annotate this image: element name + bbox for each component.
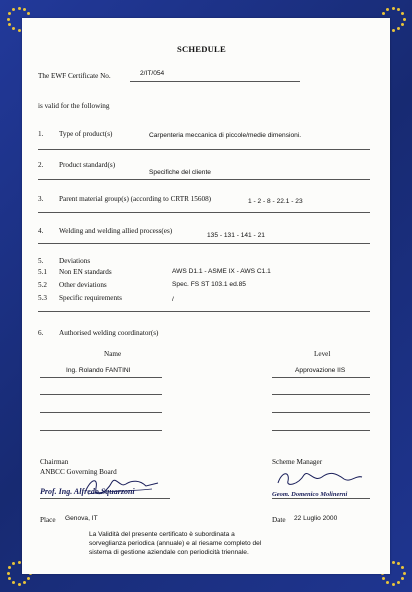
place-value: Genova, IT [65, 515, 98, 522]
deviations-num: 5. [38, 257, 44, 265]
deviation-5-2-value: Spec. FS ST 103.1 ed.85 [172, 281, 246, 288]
deviation-5-3-value: / [172, 296, 174, 303]
item-3-label: Parent material group(s) (according to CRTR 15608) [59, 195, 212, 203]
valid-for-text: is valid for the following [38, 102, 110, 110]
deviation-5-1-num: 5.1 [38, 268, 47, 276]
item-4-label: Welding and welding allied process(es) [59, 227, 173, 235]
level-header: Level [314, 350, 331, 358]
date-value: 22 Luglio 2000 [294, 515, 338, 522]
item-4-value: 135 - 131 - 141 - 21 [207, 232, 265, 239]
chairman-board: ANBCC Governing Board [40, 468, 117, 476]
date-label: Date [272, 516, 286, 524]
item-2-value: Specifiche del cliente [149, 169, 211, 176]
item-3-value: 1 - 2 - 8 - 22.1 - 23 [248, 198, 303, 205]
name-header: Name [104, 350, 122, 358]
deviation-5-2-label: Other deviations [59, 281, 107, 289]
item-2-num: 2. [38, 161, 44, 169]
deviations-label: Deviations [59, 257, 91, 265]
chairman-title: Chairman [40, 458, 69, 466]
certificate-paper [22, 18, 390, 574]
manager-signature-icon [274, 469, 364, 489]
footer-note-line-1: La Validità del presente certificato è subordinata a [89, 531, 235, 538]
footer-note-line-2: sorveglianza periodica (annuale) e al riesame completo del [89, 540, 262, 547]
coordinator-label: Authorised welding coordinator(s) [59, 329, 159, 337]
item-1-value: Carpenteria meccanica di piccole/medie dimensioni. [149, 132, 302, 139]
deviation-5-3-label: Specific requirements [59, 294, 122, 302]
coordinator-level: Approvazione IIS [295, 367, 346, 374]
item-4-num: 4. [38, 227, 44, 235]
coordinator-num: 6. [38, 329, 44, 337]
coordinator-name: Ing. Rolando FANTINI [66, 367, 131, 374]
item-1-label: Type of product(s) [59, 130, 113, 138]
deviation-5-1-value: AWS D1.1 - ASME IX - AWS C1.1 [172, 268, 271, 275]
manager-printed-name: Geom. Domenico Molinerni [272, 491, 348, 498]
document-title: SCHEDULE [177, 44, 226, 54]
item-1-num: 1. [38, 130, 44, 138]
deviation-5-1-label: Non EN standards [59, 268, 112, 276]
footer-note-line-3: sistema di gestione aziendale con periodicità triennale. [89, 549, 249, 556]
cert-label: The EWF Certificate No. [38, 72, 111, 80]
cert-number: 2/IT/054 [140, 70, 165, 77]
deviation-5-2-num: 5.2 [38, 281, 47, 289]
manager-title: Scheme Manager [272, 458, 323, 466]
deviation-5-3-num: 5.3 [38, 294, 47, 302]
item-2-label: Product standard(s) [59, 161, 116, 169]
place-label: Place [40, 516, 56, 524]
chairman-printed-name: Prof. Ing. Alfredo Squarzoni [40, 487, 135, 496]
item-3-num: 3. [38, 195, 44, 203]
